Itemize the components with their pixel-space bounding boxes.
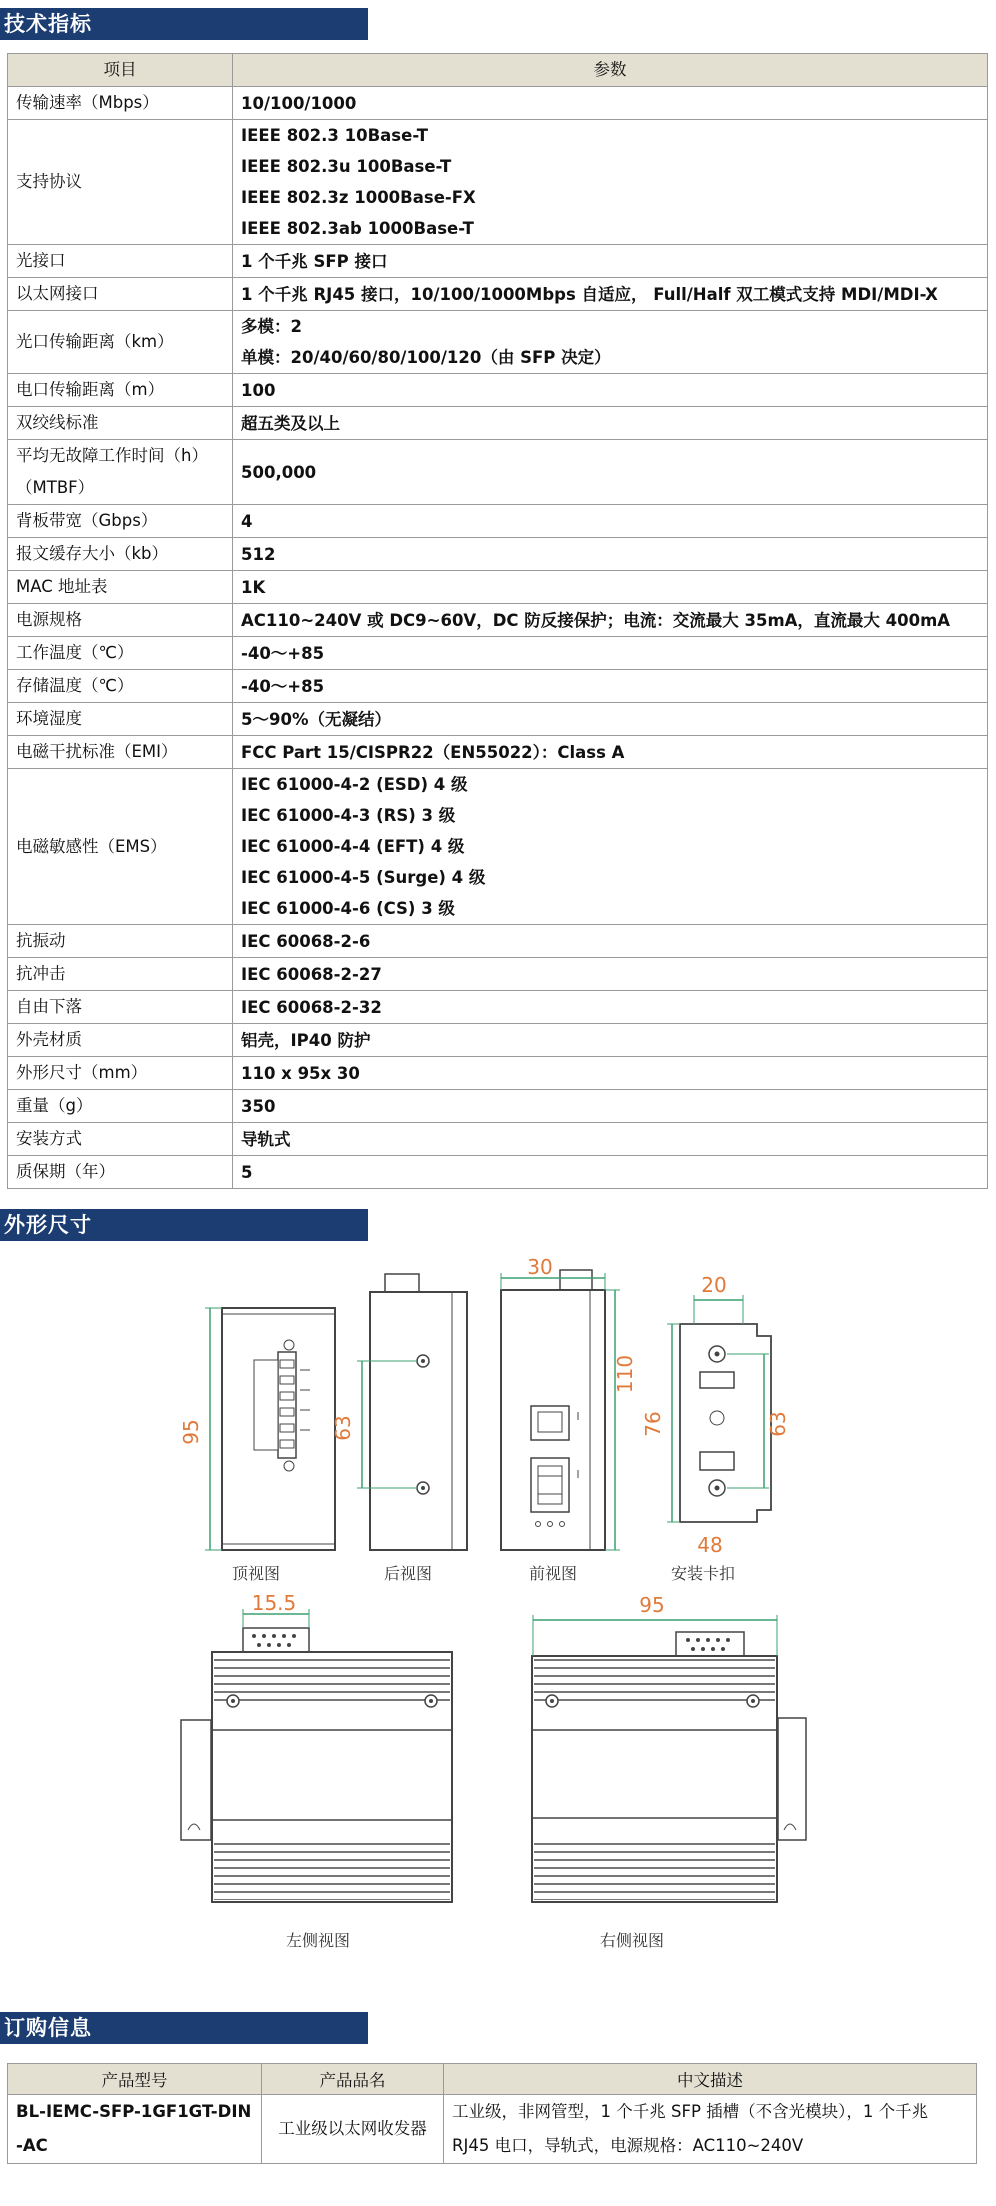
spec-value-line: -40～+85: [241, 643, 325, 663]
spec-row: [8, 311, 988, 374]
spec-row: [8, 736, 988, 769]
spec-header-param: 参数: [233, 54, 988, 87]
spec-item-value: [233, 1024, 988, 1057]
spec-item-name: 电口传输距离（m）: [8, 374, 233, 407]
spec-row: [8, 703, 988, 736]
spec-item-name: 以太网接口: [8, 278, 233, 311]
right-side-view-drawing: [532, 1615, 806, 1902]
spec-row: [8, 374, 988, 407]
spec-row: [8, 1057, 988, 1090]
spec-item-name: 报文缓存大小（kb）: [8, 538, 233, 571]
spec-row: [8, 440, 988, 505]
spec-value-line: 100: [241, 380, 276, 400]
spec-item-value: [233, 1090, 988, 1123]
spec-value-line: IEC 60068-2-32: [241, 997, 382, 1017]
dim-left-width: 15.5: [251, 1591, 297, 1615]
spec-row: [8, 1090, 988, 1123]
spec-value-line: IEC 60068-2-6: [241, 931, 371, 951]
spec-value-line: IEC 61000-4-3 (RS) 3 级: [241, 806, 456, 825]
spec-row: [8, 407, 988, 440]
order-table-header: [8, 2064, 977, 2095]
spec-value-line: 10/100/1000: [241, 93, 357, 113]
spec-value-line: IEC 61000-4-4 (EFT) 4 级: [241, 837, 465, 856]
spec-item-name: 电源规格: [8, 604, 233, 637]
spec-value-line: IEC 61000-4-6 (CS) 3 级: [241, 899, 455, 918]
spec-item-value: [233, 505, 988, 538]
spec-value-line: IEC 61000-4-5 (Surge) 4 级: [241, 868, 486, 887]
spec-value-line: 铝壳，IP40 防护: [241, 1030, 371, 1050]
spec-value-line: 4: [241, 511, 253, 531]
spec-item-name: 传输速率（Mbps）: [8, 87, 233, 120]
spec-row: [8, 120, 988, 245]
spec-item-name: 外形尺寸（mm）: [8, 1057, 233, 1090]
spec-value-line: 多模：2: [241, 317, 302, 336]
spec-item-name: 双绞线标准: [8, 407, 233, 440]
spec-item-name: MAC 地址表: [8, 571, 233, 604]
order-desc-cell: 工业级，非网管型，1 个千兆 SFP 插槽（不含光模块），1 个千兆 RJ45 电口，导轨式，电源规格：AC110~240V: [444, 2095, 977, 2164]
spec-value-line: 110 x 95x 30: [241, 1063, 360, 1083]
spec-item-value: [233, 1156, 988, 1189]
dim-clip-bottom: 48: [697, 1533, 723, 1557]
spec-value-line: 5～90%（无凝结）: [241, 709, 391, 729]
spec-item-value: [233, 991, 988, 1024]
spec-row: [8, 1156, 988, 1189]
spec-item-value: [233, 120, 988, 245]
spec-value-line: 512: [241, 544, 276, 564]
spec-value-line: IEEE 802.3u 100Base-T: [241, 157, 452, 176]
spec-item-name: 电磁干扰标准（EMI）: [8, 736, 233, 769]
spec-item-value: [233, 1123, 988, 1156]
spec-table-header: [8, 54, 988, 87]
spec-item-name: 抗振动: [8, 925, 233, 958]
spec-value-line: 1 个千兆 RJ45 接口，10/100/1000Mbps 自适应， Full/Half 双工模式支持 MDI/MDI-X: [241, 284, 938, 304]
spec-value-line: 超五类及以上: [241, 413, 340, 433]
spec-item-name: 平均无故障工作时间（h） （MTBF）: [8, 440, 233, 505]
spec-item-name: 抗冲击: [8, 958, 233, 991]
spec-item-name: 电磁敏感性（EMS）: [8, 769, 233, 925]
spec-item-value: [233, 407, 988, 440]
spec-value-line: 350: [241, 1096, 276, 1116]
caption-front-view: 前视图: [528, 1564, 578, 1583]
caption-left-side-view: 左侧视图: [285, 1931, 351, 1950]
dim-clip-width: 20: [701, 1273, 727, 1297]
spec-row: [8, 769, 988, 925]
spec-value-line: -40～+85: [241, 676, 325, 696]
dim-clip-height: 76: [641, 1411, 665, 1437]
order-model-cell: BL-IEMC-SFP-1GF1GT-DIN -AC: [8, 2095, 262, 2164]
spec-item-name: 背板带宽（Gbps）: [8, 505, 233, 538]
order-header-model: 产品型号: [8, 2064, 262, 2095]
spec-row: [8, 1024, 988, 1057]
spec-item-value: [233, 440, 988, 505]
spec-item-name: 质保期（年）: [8, 1156, 233, 1189]
section-header-order: 订购信息: [0, 2012, 368, 2044]
spec-item-value: [233, 703, 988, 736]
spec-item-value: [233, 769, 988, 925]
spec-item-name: 存储温度（℃）: [8, 670, 233, 703]
spec-value-line: FCC Part 15/CISPR22（EN55022）：Class A: [241, 742, 625, 762]
spec-table: [7, 53, 988, 1189]
caption-top-view: 顶视图: [231, 1564, 281, 1583]
spec-value-line: IEEE 802.3z 1000Base-FX: [241, 188, 476, 207]
spec-value-line: 导轨式: [241, 1129, 291, 1149]
caption-back-view: 后视图: [383, 1564, 433, 1583]
spec-item-name: 外壳材质: [8, 1024, 233, 1057]
spec-value-line: AC110~240V 或 DC9~60V，DC 防反接保护；电流：交流最大 35mA，直流最大 400mA: [241, 610, 951, 630]
spec-item-name: 光口传输距离（km）: [8, 311, 233, 374]
order-table: [7, 2063, 977, 2164]
section-header-spec: 技术指标: [0, 8, 368, 40]
spec-item-value: [233, 571, 988, 604]
mounting-clip-drawing: [667, 1295, 771, 1522]
spec-item-value: [233, 604, 988, 637]
spec-item-name: 安装方式: [8, 1123, 233, 1156]
spec-item-value: [233, 538, 988, 571]
spec-item-value: [233, 1057, 988, 1090]
spec-row: [8, 1123, 988, 1156]
spec-value-line: 5: [241, 1162, 253, 1182]
order-header-name: 产品品名: [262, 2064, 444, 2095]
spec-row: [8, 87, 988, 120]
spec-item-name: 工作温度（℃）: [8, 637, 233, 670]
dim-back-height: 63: [331, 1415, 355, 1441]
spec-row: [8, 958, 988, 991]
spec-value-line: 500,000: [241, 462, 317, 482]
spec-item-name: 环境湿度: [8, 703, 233, 736]
spec-item-value: [233, 87, 988, 120]
order-row: [8, 2095, 977, 2164]
spec-row: [8, 925, 988, 958]
spec-item-value: [233, 925, 988, 958]
top-view-drawing: [205, 1308, 335, 1550]
spec-value-line: IEEE 802.3ab 1000Base-T: [241, 219, 474, 238]
spec-item-name: 重量（g）: [8, 1090, 233, 1123]
spec-row: [8, 505, 988, 538]
dimension-drawings: [0, 1240, 996, 1970]
spec-item-value: [233, 670, 988, 703]
order-name-cell: 工业级以太网收发器: [262, 2095, 444, 2164]
spec-item-name: 自由下落: [8, 991, 233, 1024]
spec-item-value: [233, 958, 988, 991]
dim-clip-inner: 63: [766, 1411, 790, 1437]
spec-item-value: [233, 736, 988, 769]
spec-item-value: [233, 637, 988, 670]
spec-row: [8, 278, 988, 311]
spec-header-item: 项目: [8, 54, 233, 87]
spec-row: [8, 571, 988, 604]
caption-right-side-view: 右侧视图: [599, 1931, 665, 1950]
back-view-drawing: [357, 1274, 467, 1550]
caption-mounting-clip: 安装卡扣: [670, 1564, 736, 1583]
left-side-view-drawing: [181, 1609, 452, 1902]
spec-row: [8, 538, 988, 571]
spec-item-value: [233, 311, 988, 374]
spec-item-name: 光接口: [8, 245, 233, 278]
spec-value-line: IEC 61000-4-2 (ESD) 4 级: [241, 775, 468, 794]
spec-row: [8, 245, 988, 278]
spec-row: [8, 637, 988, 670]
dim-right-width: 95: [639, 1593, 665, 1617]
dim-front-width: 30: [527, 1255, 553, 1279]
spec-item-value: [233, 374, 988, 407]
spec-row: [8, 670, 988, 703]
front-view-drawing: [501, 1270, 620, 1550]
spec-item-value: [233, 245, 988, 278]
spec-item-name: 支持协议: [8, 120, 233, 245]
spec-value-line: IEC 60068-2-27: [241, 964, 382, 984]
dim-front-height: 110: [613, 1354, 637, 1394]
dim-top-height: 95: [179, 1419, 203, 1445]
spec-value-line: 1 个千兆 SFP 接口: [241, 251, 388, 271]
section-header-dimensions: 外形尺寸: [0, 1209, 368, 1241]
spec-value-line: 单模：20/40/60/80/100/120（由 SFP 决定）: [241, 348, 611, 367]
spec-value-line: IEEE 802.3 10Base-T: [241, 126, 428, 145]
spec-row: [8, 604, 988, 637]
order-header-desc: 中文描述: [444, 2064, 977, 2095]
spec-item-value: [233, 278, 988, 311]
spec-row: [8, 991, 988, 1024]
spec-value-line: 1K: [241, 577, 266, 597]
